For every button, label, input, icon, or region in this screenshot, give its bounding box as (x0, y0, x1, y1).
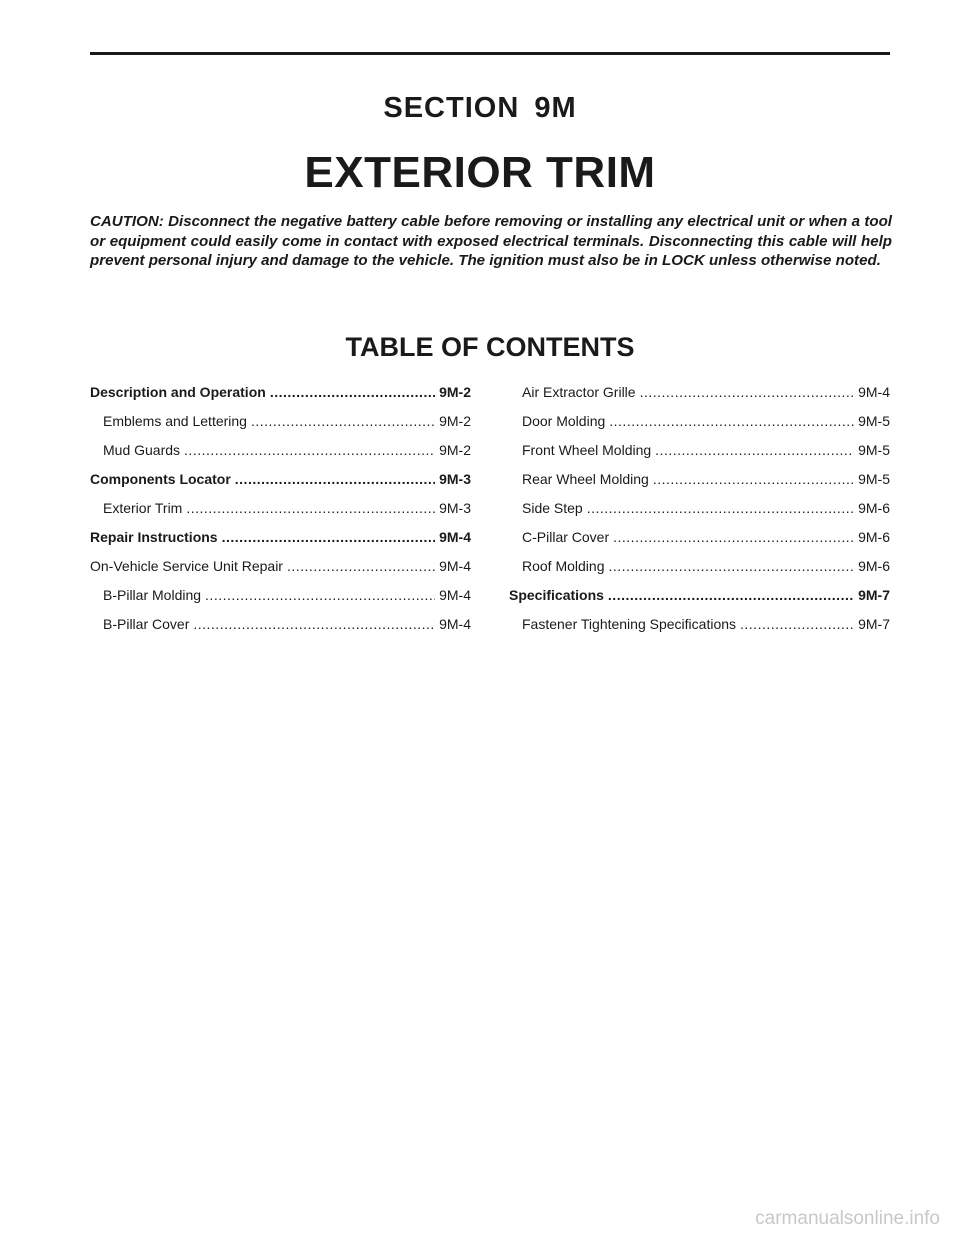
toc-right-column (509, 384, 890, 645)
toc-entry-label: C-Pillar Cover (522, 529, 610, 545)
toc-leader-dots (608, 587, 854, 603)
toc-entry-b-pillar-molding[interactable] (90, 587, 471, 616)
toc-entry-label: B-Pillar Molding (103, 587, 202, 603)
toc-entry-page: 9M-4 (439, 558, 471, 574)
toc-entry-page: 9M-4 (439, 616, 471, 632)
toc-entry-page: 9M-7 (858, 616, 890, 632)
toc-entry-page: 9M-5 (858, 413, 890, 429)
toc-entry-c-pillar-cover[interactable] (509, 529, 890, 558)
toc-entry-page: 9M-5 (858, 471, 890, 487)
toc-entry-repair-instructions[interactable] (90, 529, 471, 558)
toc-entry-label: B-Pillar Cover (103, 616, 190, 632)
toc-entry-page: 9M-4 (439, 529, 471, 545)
toc-entry-page: 9M-5 (858, 442, 890, 458)
toc-leader-dots (205, 587, 435, 603)
toc-leader-dots (640, 384, 855, 400)
toc-entry-label: Description and Operation (90, 384, 266, 400)
toc-leader-dots (251, 413, 435, 429)
toc-entry-label: Side Step (522, 500, 583, 516)
toc-entry-air-extractor-grille[interactable] (509, 384, 890, 413)
toc-leader-dots (609, 558, 855, 574)
toc-leader-dots (613, 529, 854, 545)
toc-entry-page: 9M-7 (858, 587, 890, 603)
toc-entry-roof-molding[interactable] (509, 558, 890, 587)
toc-entry-door-molding[interactable] (509, 413, 890, 442)
toc-entry-page: 9M-6 (858, 558, 890, 574)
toc-entry-page: 9M-4 (439, 587, 471, 603)
toc-entry-description-and-operation[interactable] (90, 384, 471, 413)
toc-entry-specifications[interactable] (509, 587, 890, 616)
toc-leader-dots (270, 384, 435, 400)
watermark: carmanualsonline.info (755, 1208, 940, 1229)
toc-entry-page: 9M-4 (858, 384, 890, 400)
toc-leader-dots (587, 500, 854, 516)
toc-leader-dots (740, 616, 854, 632)
toc-entry-label: Air Extractor Grille (522, 384, 636, 400)
toc-entry-page: 9M-6 (858, 529, 890, 545)
toc-leader-dots (184, 442, 435, 458)
toc-entry-label: Fastener Tightening Specifications (522, 616, 737, 632)
toc-entry-label: Front Wheel Molding (522, 442, 652, 458)
toc-entry-label: Rear Wheel Molding (522, 471, 649, 487)
toc-entry-page: 9M-3 (439, 500, 471, 516)
toc-title: TABLE OF CONTENTS (345, 332, 635, 362)
toc-entry-page: 9M-3 (439, 471, 471, 487)
page-title: EXTERIOR TRIM (304, 148, 656, 197)
toc-entry-page: 9M-2 (439, 384, 471, 400)
toc-entry-b-pillar-cover[interactable] (90, 616, 471, 645)
toc-entry-on-vehicle-service[interactable] (90, 558, 471, 587)
toc-entry-page: 9M-2 (439, 413, 471, 429)
toc-entry-front-wheel-molding[interactable] (509, 442, 890, 471)
caution-text: CAUTION: Disconnect the negative battery cable before removing or installing any electrical unit or when a tool or equipment could easily come in contact with exposed electrical terminals. Disconnecting this cable will help prevent personal injury and damage to the vehicle. The ignition must also be in LOCK unless otherwise noted. (90, 213, 892, 269)
toc-entry-components-locator[interactable] (90, 471, 471, 500)
toc-leader-dots (287, 558, 435, 574)
toc-entry-label: On-Vehicle Service Unit Repair (90, 558, 283, 574)
toc-entry-rear-wheel-molding[interactable] (509, 471, 890, 500)
toc-entry-label: Repair Instructions (90, 529, 218, 545)
toc-entry-emblems-and-lettering[interactable] (90, 413, 471, 442)
toc-leader-dots (186, 500, 435, 516)
toc-entry-fastener-tightening-specifications[interactable] (509, 616, 890, 645)
toc-leader-dots (222, 529, 436, 545)
toc-entry-label: Door Molding (522, 413, 606, 429)
toc-leader-dots (235, 471, 435, 487)
toc-entry-exterior-trim[interactable] (90, 500, 471, 529)
toc-entry-label: Mud Guards (103, 442, 181, 458)
toc-entry-label: Components Locator (90, 471, 231, 487)
toc-entry-page: 9M-2 (439, 442, 471, 458)
toc-left-column (90, 384, 471, 645)
toc-entry-label: Roof Molding (522, 558, 605, 574)
toc-entry-mud-guards[interactable] (90, 442, 471, 471)
toc-entry-label: Emblems and Lettering (103, 413, 247, 429)
toc-entry-label: Exterior Trim (103, 500, 183, 516)
toc-entry-page: 9M-6 (858, 500, 890, 516)
top-rule (90, 52, 890, 55)
toc-leader-dots (609, 413, 854, 429)
toc-entry-label: Specifications (509, 587, 604, 603)
toc-leader-dots (193, 616, 435, 632)
section-heading: SECTION 9M (383, 92, 577, 124)
toc-leader-dots (655, 442, 854, 458)
toc-entry-side-step[interactable] (509, 500, 890, 529)
toc-leader-dots (653, 471, 854, 487)
